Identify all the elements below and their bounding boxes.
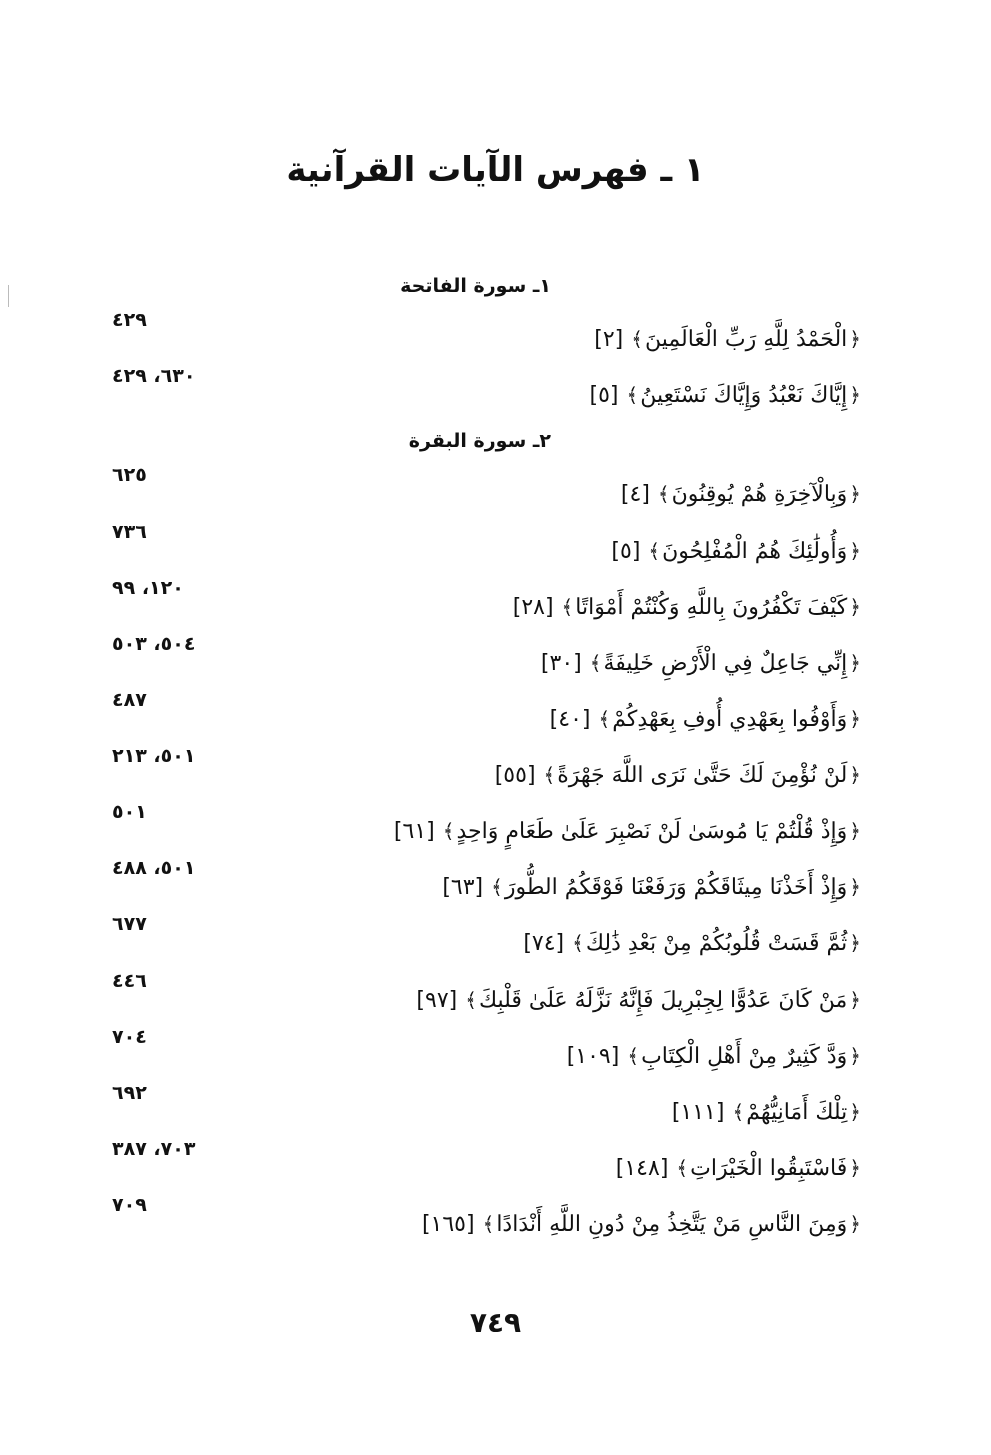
verse-row xyxy=(0,1194,991,1244)
ayah-number: [٥] xyxy=(611,539,641,564)
verse-text-line xyxy=(495,755,863,796)
page-references: ٤٢٩ xyxy=(112,309,147,331)
verse-text: وَدَّ كَثِيرٌ مِنْ أَهْلِ الْكِتَابِ xyxy=(641,1044,848,1069)
ayah-number: [١١١] xyxy=(671,1100,725,1125)
ayah-number: [١٦٥] xyxy=(421,1212,475,1237)
verse-row xyxy=(0,1026,991,1076)
verse-text: تِلْكَ أَمَانِيُّهُمْ xyxy=(746,1100,848,1125)
open-ornament-bracket: ﴿ xyxy=(849,482,861,506)
verse-text-line xyxy=(394,811,863,852)
ayah-number: [١٠٩] xyxy=(566,1044,620,1069)
page-references: ١٢٠، ٩٩ xyxy=(112,577,184,599)
verse-text: وَبِالْآخِرَةِ هُمْ يُوقِنُونَ xyxy=(671,482,848,507)
surah-heading-al-fatiha: ١ـ سورة الفاتحة xyxy=(400,275,551,297)
page-references: ٦٧٧ xyxy=(112,913,147,935)
verse-text-line xyxy=(589,375,863,416)
verse-text-line xyxy=(513,587,863,628)
open-ornament-bracket: ﴿ xyxy=(849,819,861,843)
verse-row xyxy=(0,745,991,795)
close-ornament-bracket: ﴾ xyxy=(732,1100,745,1124)
close-ornament-bracket: ﴾ xyxy=(572,931,584,955)
ayah-number: [٤٠] xyxy=(549,707,591,732)
ayah-number: [٤] xyxy=(620,482,650,507)
verse-text-line xyxy=(616,1148,863,1189)
page-references: ٧٠٤ xyxy=(112,1026,147,1048)
page-references: ٥٠٤، ٥٠٣ xyxy=(112,633,196,655)
ayah-number: [٥] xyxy=(589,383,619,408)
verse-text-line xyxy=(550,699,863,740)
verse-text-line xyxy=(594,319,863,360)
open-ornament-bracket: ﴿ xyxy=(849,595,861,619)
close-ornament-bracket: ﴾ xyxy=(626,383,639,407)
verse-text-line xyxy=(523,923,863,964)
page-references: ٤٤٦ xyxy=(112,970,147,992)
open-ornament-bracket: ﴿ xyxy=(849,1044,861,1068)
page-references: ٧٣٦ xyxy=(112,521,147,543)
verse-row xyxy=(0,970,991,1020)
verse-text: لَنْ نُؤْمِنَ لَكَ حَتَّىٰ نَرَى اللَّهَ جَهْرَةً xyxy=(557,763,848,788)
page-references: ٧٠٣، ٣٨٧ xyxy=(112,1138,196,1160)
verse-text: كَيْفَ تَكْفُرُونَ بِاللَّهِ وَكُنْتُمْ أَمْوَاتًا xyxy=(575,595,848,620)
close-ornament-bracket: ﴾ xyxy=(648,539,661,563)
close-ornament-bracket: ﴾ xyxy=(598,707,611,731)
verse-row xyxy=(0,633,991,683)
verse-text: ثُمَّ قَسَتْ قُلُوبُكُمْ مِنْ بَعْدِ ذَٰلِكَ xyxy=(585,931,848,956)
close-ornament-bracket: ﴾ xyxy=(482,1212,495,1236)
verse-text: الْحَمْدُ لِلَّهِ رَبِّ الْعَالَمِينَ xyxy=(644,327,848,352)
verse-row xyxy=(0,1138,991,1188)
open-ornament-bracket: ﴿ xyxy=(849,931,861,955)
page-references: ٥٠١، ٢١٣ xyxy=(112,745,196,767)
verse-row xyxy=(0,913,991,963)
ayah-number: [٩٧] xyxy=(416,988,458,1013)
verse-text-line xyxy=(416,980,863,1021)
open-ornament-bracket: ﴿ xyxy=(849,988,861,1012)
verse-text-line xyxy=(672,1092,863,1133)
page-references: ٦٢٥ xyxy=(112,464,147,486)
verse-row xyxy=(0,365,991,415)
page-references: ٥٠١ xyxy=(112,801,147,823)
verse-text: وَأُولَٰئِكَ هُمُ الْمُفْلِحُونَ xyxy=(662,539,848,564)
ayah-number: [٢٨] xyxy=(512,595,554,620)
close-ornament-bracket: ﴾ xyxy=(657,482,670,506)
page-references: ٥٠١، ٤٨٨ xyxy=(112,857,196,879)
ayah-number: [٦٣] xyxy=(442,875,484,900)
open-ornament-bracket: ﴿ xyxy=(849,1100,861,1124)
scan-edge-mark xyxy=(8,285,9,307)
page-references: ٧٠٩ xyxy=(112,1194,147,1216)
verse-text-line xyxy=(422,1204,863,1245)
verse-text-line xyxy=(442,867,863,908)
close-ornament-bracket: ﴾ xyxy=(561,595,574,619)
close-ornament-bracket: ﴾ xyxy=(465,988,477,1012)
page-number: ٧٤٩ xyxy=(469,1306,522,1339)
close-ornament-bracket: ﴾ xyxy=(631,327,643,351)
page-references: ٤٨٧ xyxy=(112,689,147,711)
open-ornament-bracket: ﴿ xyxy=(849,763,861,787)
verse-text-line xyxy=(567,1036,863,1077)
close-ornament-bracket: ﴾ xyxy=(627,1044,640,1068)
open-ornament-bracket: ﴿ xyxy=(849,1212,861,1236)
page-title: ١ ـ فهرس الآيات القرآنية xyxy=(286,150,705,190)
verse-row xyxy=(0,689,991,739)
verse-text: وَأَوْفُوا بِعَهْدِي أُوفِ بِعَهْدِكُمْ xyxy=(612,707,848,732)
verse-row xyxy=(0,521,991,571)
verse-text-line xyxy=(541,643,863,684)
ayah-number: [٧٤] xyxy=(523,931,565,956)
page-references: ٦٩٢ xyxy=(112,1082,147,1104)
ayah-number: [٦١] xyxy=(393,819,435,844)
verse-row xyxy=(0,464,991,514)
open-ornament-bracket: ﴿ xyxy=(849,875,861,899)
verse-text: إِنِّي جَاعِلٌ فِي الْأَرْضِ خَلِيفَةً xyxy=(603,651,848,676)
open-ornament-bracket: ﴿ xyxy=(849,539,861,563)
verse-row xyxy=(0,309,991,359)
open-ornament-bracket: ﴿ xyxy=(849,707,861,731)
close-ornament-bracket: ﴾ xyxy=(491,875,503,899)
page-references: ٦٣٠، ٤٢٩ xyxy=(112,365,196,387)
open-ornament-bracket: ﴿ xyxy=(849,327,861,351)
verse-text: وَإِذْ أَخَذْنَا مِيثَاقَكُمْ وَرَفَعْنَا فَوْقَكُمُ الطُّورَ xyxy=(504,875,848,900)
verse-row xyxy=(0,857,991,907)
verse-text: وَإِذْ قُلْتُمْ يَا مُوسَىٰ لَنْ نَصْبِرَ عَلَىٰ طَعَامٍ وَاحِدٍ xyxy=(456,819,848,844)
verse-row xyxy=(0,801,991,851)
ayah-number: [٣٠] xyxy=(540,651,582,676)
verse-text: وَمِنَ النَّاسِ مَنْ يَتَّخِذُ مِنْ دُونِ اللَّهِ أَنْدَادًا xyxy=(496,1212,848,1237)
verse-row xyxy=(0,577,991,627)
ayah-number: [٢] xyxy=(594,327,624,352)
surah-heading-al-baqara: ٢ـ سورة البقرة xyxy=(408,430,551,452)
verse-text-line xyxy=(611,531,863,572)
open-ornament-bracket: ﴿ xyxy=(849,651,861,675)
close-ornament-bracket: ﴾ xyxy=(589,651,602,675)
close-ornament-bracket: ﴾ xyxy=(543,763,556,787)
close-ornament-bracket: ﴾ xyxy=(442,819,455,843)
ayah-number: [١٤٨] xyxy=(615,1156,669,1181)
ayah-number: [٥٥] xyxy=(494,763,536,788)
open-ornament-bracket: ﴿ xyxy=(849,1156,861,1180)
open-ornament-bracket: ﴿ xyxy=(849,383,861,407)
verse-row xyxy=(0,1082,991,1132)
close-ornament-bracket: ﴾ xyxy=(676,1156,689,1180)
verse-text: مَنْ كَانَ عَدُوًّا لِجِبْرِيلَ فَإِنَّهُ نَزَّلَهُ عَلَىٰ قَلْبِكَ xyxy=(478,988,848,1013)
verse-text: فَاسْتَبِقُوا الْخَيْرَاتِ xyxy=(690,1156,848,1181)
verse-text-line xyxy=(621,474,863,515)
verse-text: إِيَّاكَ نَعْبُدُ وَإِيَّاكَ نَسْتَعِينُ xyxy=(640,383,848,408)
